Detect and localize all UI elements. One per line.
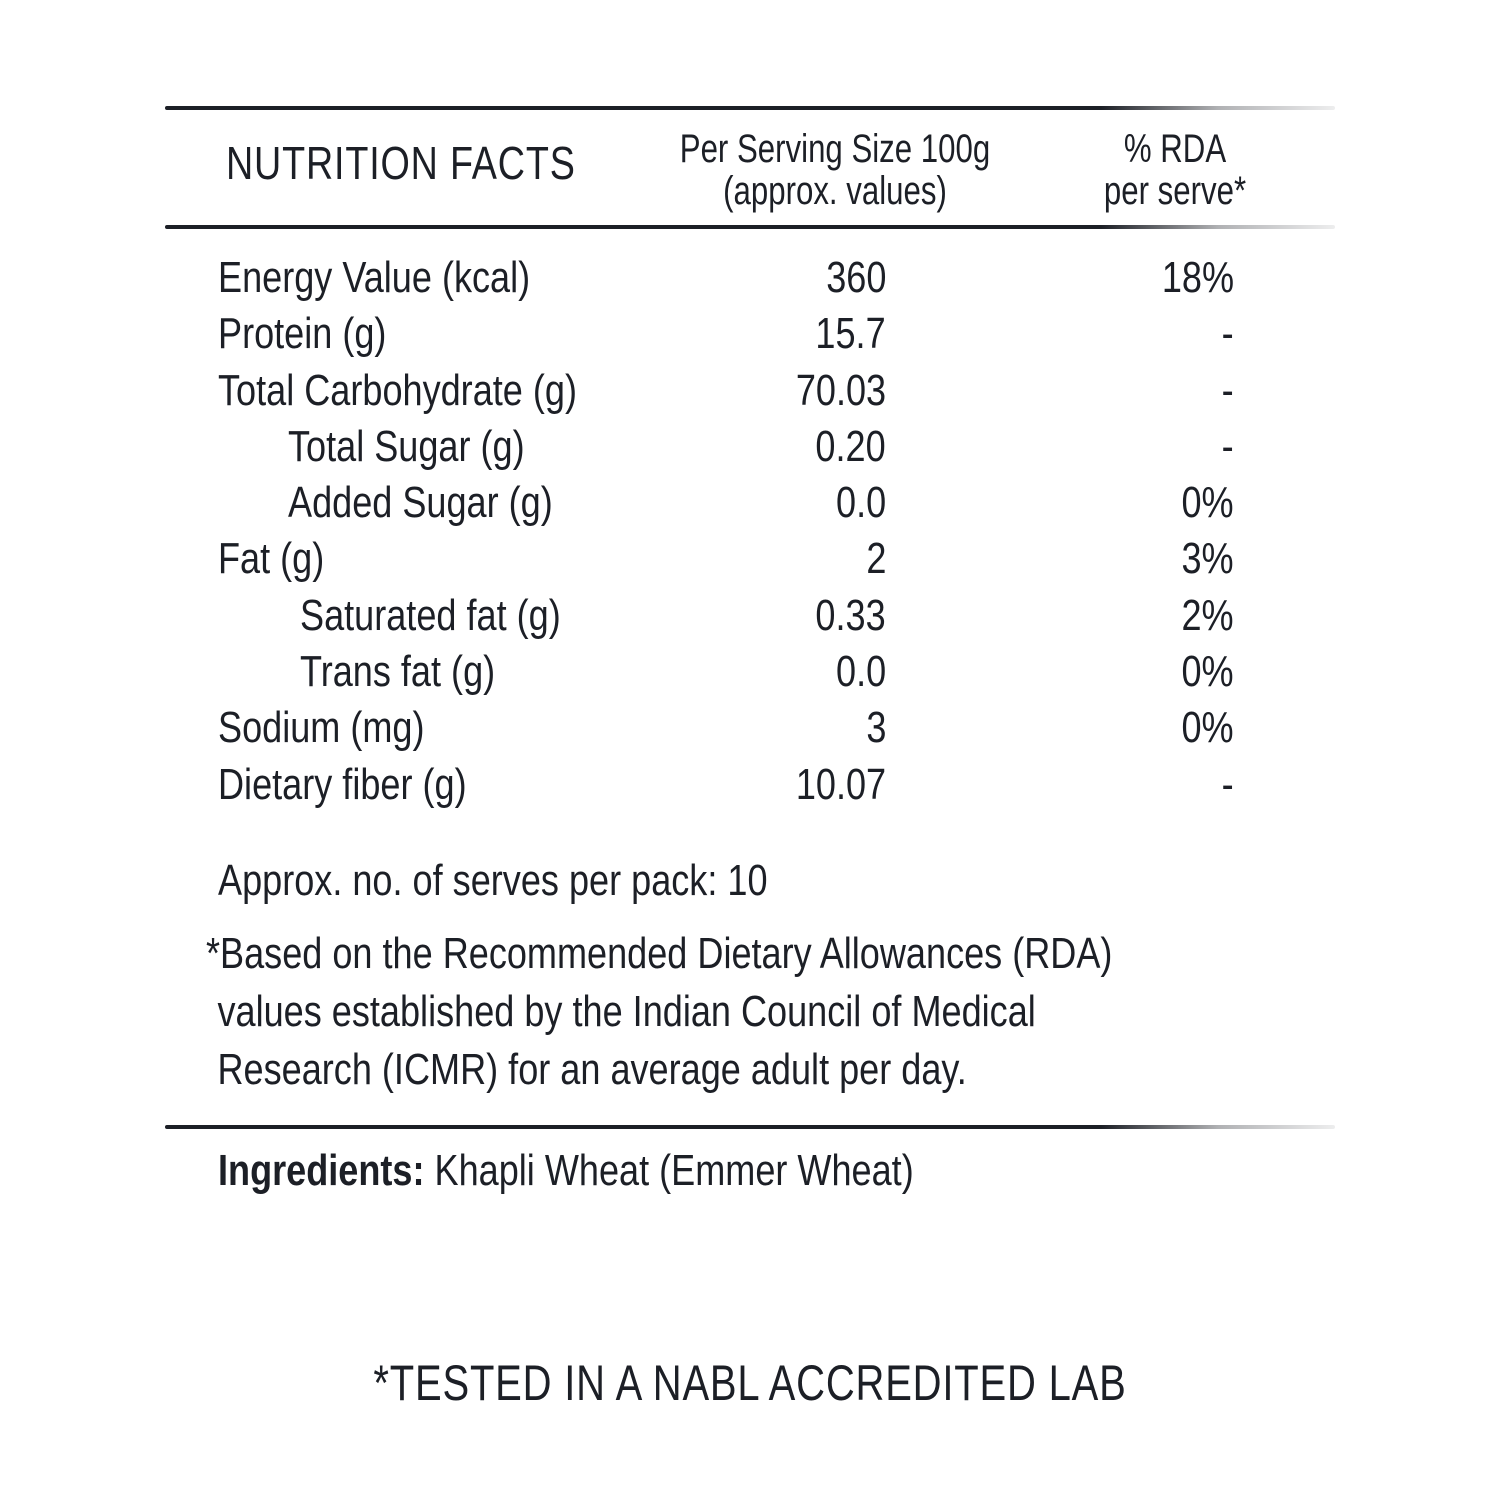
nutrient-rda: -: [1221, 309, 1234, 359]
top-divider: [165, 106, 1335, 110]
nutrient-value: 0.20: [815, 421, 886, 471]
nutrient-value: 15.7: [815, 309, 886, 359]
nutrient-rda: -: [1221, 759, 1234, 809]
rda-footnote: [206, 925, 1112, 1099]
footnote-line: Research (ICMR) for an average adult per day.: [217, 1045, 967, 1094]
nutrient-row-added-sugar: [218, 475, 1238, 531]
nutrient-name: Protein (g): [218, 309, 387, 359]
nutrient-rda: 0%: [1181, 478, 1234, 528]
nutrient-rda: 0%: [1181, 647, 1234, 697]
nutrient-row-dietary-fiber: [218, 757, 1238, 813]
nutrient-name: Trans fat (g): [300, 647, 496, 697]
nutrient-name: Fat (g): [218, 534, 325, 584]
nutrient-value: 2: [865, 534, 886, 584]
nutrient-name: Total Carbohydrate (g): [218, 365, 577, 415]
nutrient-row-sodium: [218, 700, 1238, 756]
rda-label: % RDA: [1123, 127, 1227, 171]
footnote-line: values established by the Indian Council of Medical: [217, 987, 1036, 1036]
nutrient-name: Total Sugar (g): [288, 421, 525, 471]
nutrient-rda: -: [1221, 421, 1234, 471]
serves-per-pack: Approx. no. of serves per pack: 10: [218, 856, 768, 905]
serving-size-header: [660, 128, 1011, 212]
nutrient-rda: 18%: [1161, 253, 1234, 302]
nutrient-row-saturated-fat: [218, 588, 1238, 644]
nutrient-rda: -: [1221, 365, 1234, 415]
nutrient-row-energy: [218, 250, 1238, 306]
nutrient-row-trans-fat: [218, 644, 1238, 700]
nutrition-facts-title: NUTRITION FACTS: [226, 137, 576, 189]
nutrient-rda: 0%: [1181, 703, 1234, 753]
nutrient-value: 10.07: [795, 759, 886, 809]
nutrient-value: 3: [865, 703, 886, 753]
serving-size-label: Per Serving Size 100g: [679, 127, 991, 171]
rda-header: [1066, 128, 1284, 212]
ingredients-text: Khapli Wheat (Emmer Wheat): [434, 1146, 914, 1195]
nutrient-rda: 2%: [1181, 590, 1234, 640]
nutrient-name: Energy Value (kcal): [218, 253, 531, 302]
approx-values-label: (approx. values): [723, 169, 947, 213]
nutrient-row-fat: [218, 531, 1238, 587]
bottom-divider: [165, 1125, 1335, 1129]
nutrient-rda: 3%: [1181, 534, 1234, 584]
ingredients-label: Ingredients:: [218, 1146, 425, 1195]
nutrient-value: 0.0: [835, 647, 886, 697]
nutrient-row-protein: [218, 306, 1238, 362]
per-serve-label: per serve*: [1103, 169, 1247, 213]
nutrient-name: Sodium (mg): [218, 703, 425, 753]
header-divider: [165, 225, 1335, 229]
nutrient-value: 0.0: [835, 478, 886, 528]
nutrient-value: 360: [825, 253, 886, 302]
nutrient-name: Dietary fiber (g): [218, 759, 467, 809]
footnote-line: *Based on the Recommended Dietary Allowances (RDA): [206, 929, 1113, 978]
nutrient-value: 0.33: [815, 590, 886, 640]
nutrient-table: [218, 250, 1238, 813]
nutrient-name: Saturated fat (g): [300, 590, 561, 640]
lab-tested-note: *TESTED IN A NABL ACCREDITED LAB: [373, 1355, 1127, 1411]
nutrient-row-carbohydrate: [218, 363, 1238, 419]
nutrient-name: Added Sugar (g): [288, 478, 553, 528]
ingredients: [218, 1146, 914, 1196]
nutrient-row-total-sugar: [218, 419, 1238, 475]
nutrient-value: 70.03: [795, 365, 886, 415]
